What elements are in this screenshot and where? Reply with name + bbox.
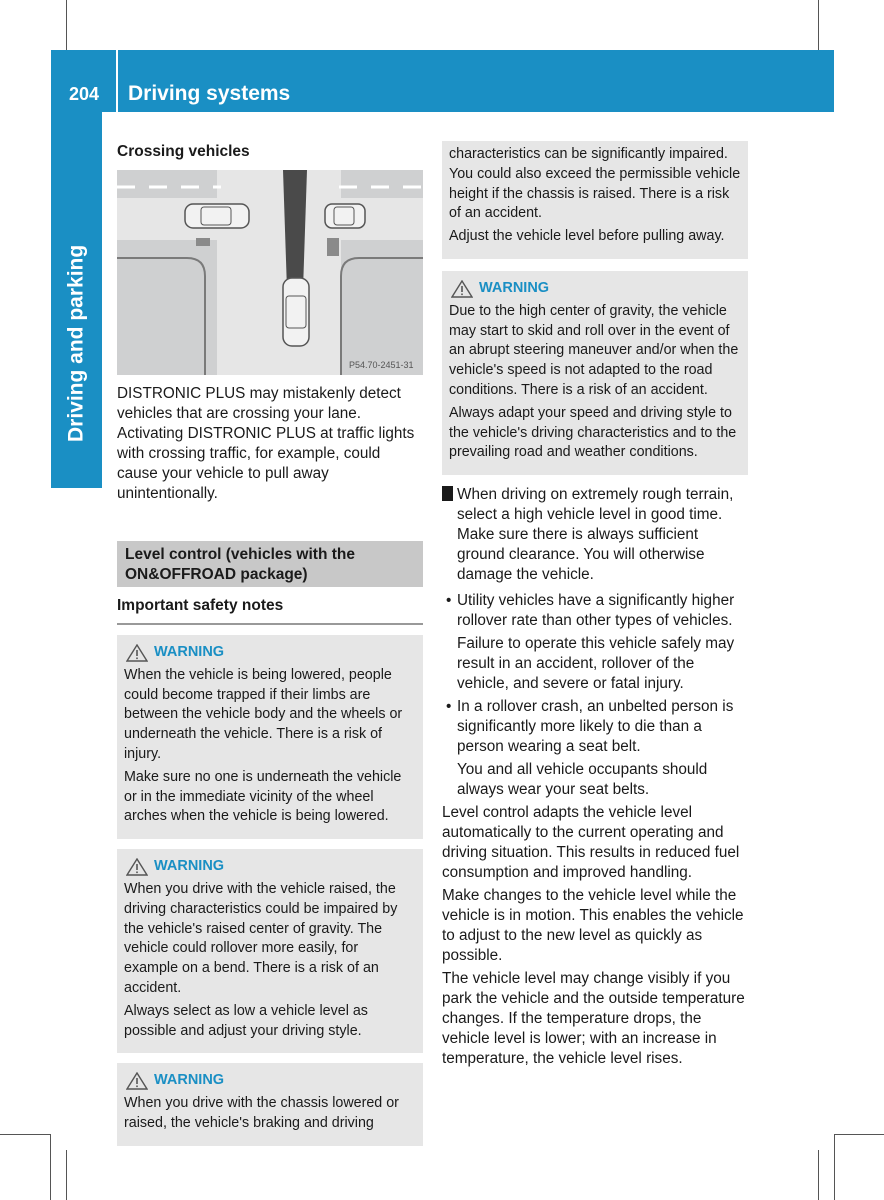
side-tab-label: Driving and parking [64, 244, 88, 442]
warning-header [126, 1071, 416, 1091]
subsection-title: Important safety notes [117, 597, 423, 625]
body-paragraph: Make changes to the vehicle level while the vehicle is in motion. This enables the vehicle to adjust to the new level as quickly as possible. [442, 887, 744, 965]
crop-mark [818, 1150, 819, 1200]
page-title: Driving systems [128, 82, 291, 105]
warning-text: When you drive with the chassis lowered or raised, the vehicle's braking and driving [124, 1095, 399, 1131]
warning-label: WARNING [154, 1072, 225, 1089]
warning-triangle-icon [126, 1072, 148, 1090]
warning-triangle-icon [126, 644, 148, 662]
bullet-list [442, 591, 748, 800]
warning-label: WARNING [479, 279, 550, 296]
crossing-vehicles-figure [117, 170, 423, 375]
list-item-sub: Failure to operate this vehicle safely may result in an accident, rollover of the vehicle, and severe or fatal injury. [457, 635, 735, 693]
crossing-vehicles-text: DISTRONIC PLUS may mistakenly detect vehicles that are crossing your lane. Activating DISTRONIC PLUS at traffic lights with crossing traffic, for example, could cause your vehicle to pull away unintentionally. [117, 385, 415, 502]
figure-code: P54.70-2451-31 [349, 360, 414, 370]
section-title: Level control (vehicles with the ON&OFFROAD package) [117, 541, 423, 587]
crossing-vehicles-heading: Crossing vehicles [117, 143, 250, 160]
warning-triangle-icon [451, 280, 473, 298]
body-paragraph: The vehicle level may change visibly if you park the vehicle and the outside temperature changes. If the temperature drops, the vehicle level is lower; with an increase in temperature, the vehicle level rises. [442, 970, 745, 1068]
warning-header [451, 279, 741, 299]
intersection-illustration [117, 170, 423, 375]
warning-text: When you drive with the vehicle raised, the driving characteristics could be impaired by the vehicle's raised center of gravity. The vehicle could rollover more easily, for example on a bend. There is a risk of an accident. [124, 880, 398, 996]
body-paragraph: Level control adapts the vehicle level automatically to the current operating and driving situation. This results in reduced fuel consumption and improved handling. [442, 804, 740, 882]
warning-header [126, 643, 416, 663]
warning-header [126, 857, 416, 877]
warning-box [117, 1063, 423, 1145]
warning-label: WARNING [154, 858, 225, 875]
warning-box [442, 271, 748, 475]
list-item-sub: You and all vehicle occupants should always wear your seat belts. [457, 761, 708, 799]
warning-text: characteristics can be significantly impaired. You could also exceed the permissible vehicle height if the chassis is raised. There is a risk of an accident. [449, 146, 741, 222]
crop-mark [818, 0, 819, 50]
crop-mark [834, 1134, 835, 1200]
warning-box-continued [442, 141, 748, 259]
warning-box [117, 635, 423, 839]
page-number: 204 [68, 84, 100, 104]
note-text: When driving on extremely rough terrain, select a high vehicle level in good time. Make sure there is always sufficient ground clearance. You will otherwise damage the vehicle. [457, 486, 734, 584]
crop-mark [66, 1150, 67, 1200]
warning-text: Adjust the vehicle level before pulling away. [449, 228, 725, 245]
warning-text: Make sure no one is underneath the vehicle or in the immediate vicinity of the wheel arches when the vehicle is being lowered. [124, 768, 402, 825]
warning-text: When the vehicle is being lowered, people could become trapped if their limbs are between the vehicle body and the wheels or underneath the vehicle. There is a risk of injury. [124, 666, 403, 762]
damage-note [437, 485, 748, 585]
warning-text: Due to the high center of gravity, the vehicle may start to skid and roll over in the event of an abrupt steering maneuver and/or when the vehicle's speed is not adapted to the road conditions. There is a risk of an accident. [449, 302, 739, 398]
warning-text: Always select as low a vehicle level as possible and adjust your driving style. [124, 1002, 368, 1039]
warning-label: WARNING [154, 644, 225, 660]
crop-mark [50, 1134, 51, 1200]
list-item: • In a rollover crash, an unbelted person is significantly more likely to die than a person wearing a seat belt. [442, 697, 748, 757]
warning-text: Always adapt your speed and driving style to the vehicle's driving characteristics and to the prevailing road and weather conditions. [449, 404, 737, 461]
warning-box [117, 849, 423, 1053]
right-column [437, 141, 748, 1069]
list-item: • Utility vehicles have a significantly higher rollover rate than other types of vehicles. [442, 591, 748, 631]
crop-mark [834, 1134, 884, 1135]
left-column [117, 143, 423, 1146]
crop-mark [66, 0, 67, 50]
exclamation-icon: ! [442, 486, 453, 501]
header-separator [116, 50, 118, 112]
crop-mark [0, 1134, 50, 1135]
warning-triangle-icon [126, 858, 148, 876]
